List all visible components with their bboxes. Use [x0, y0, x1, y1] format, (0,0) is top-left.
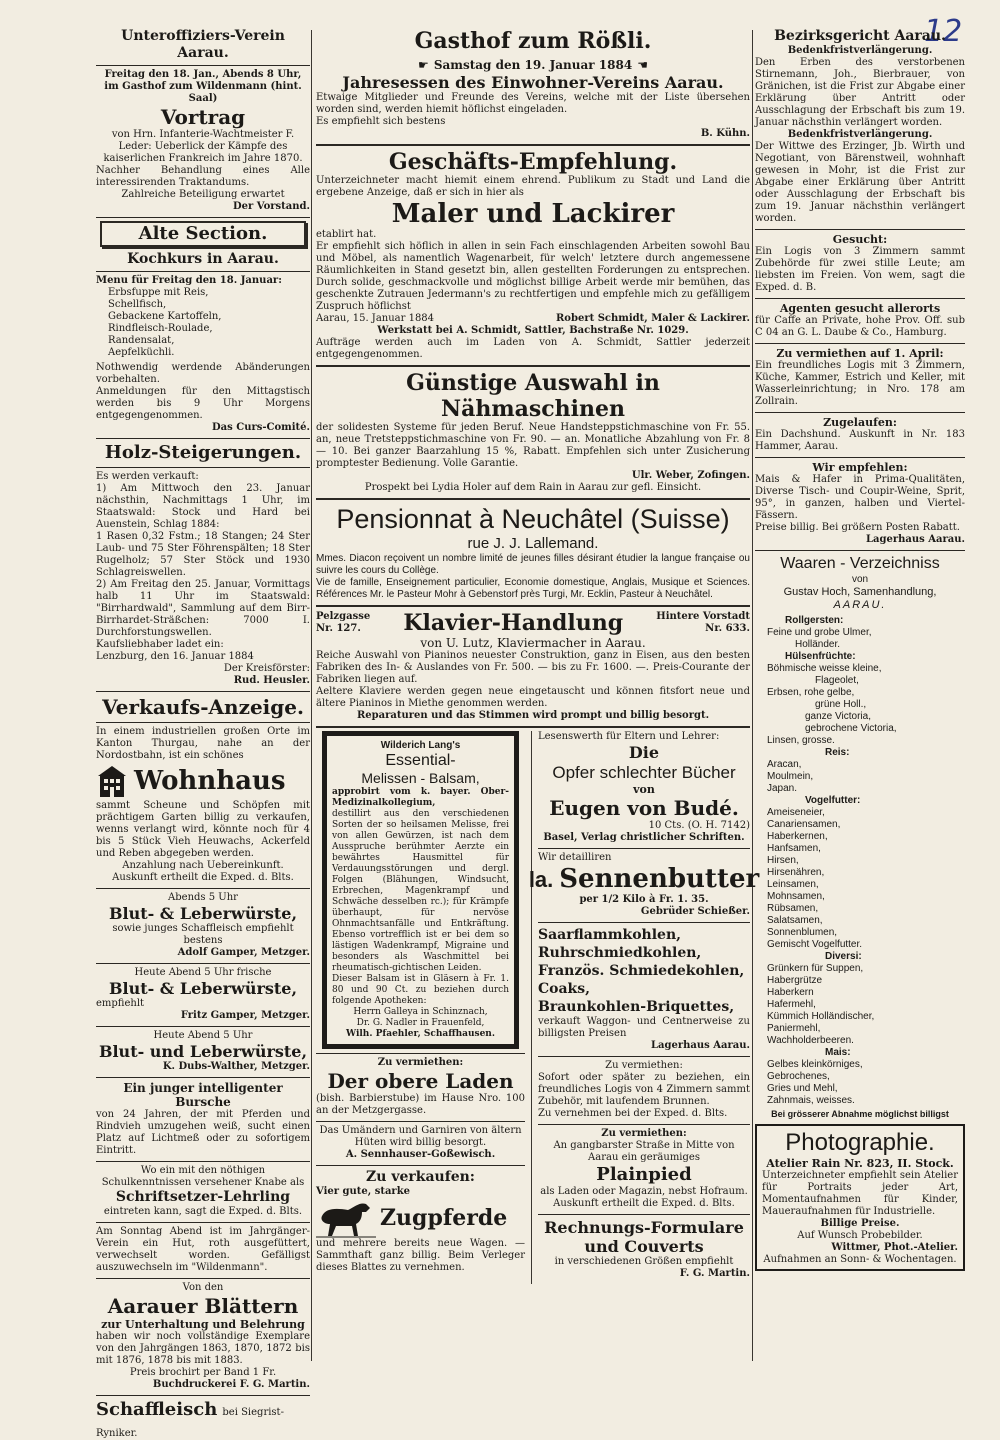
list-item: Böhmische weisse kleine, [767, 663, 882, 674]
ad-text: Preise billig. Bei größern Posten Rabatt. [755, 522, 960, 533]
list-item: Gelbes kleinkörniges, [767, 1059, 863, 1070]
date-row [316, 54, 750, 73]
ad-holz-steigerungen [96, 442, 310, 687]
sign-row [316, 313, 750, 325]
ad-zugelaufen [755, 416, 965, 453]
ad-title: Holz-Steigerungen. [104, 442, 302, 463]
ad-title: Gasthof zum Rößli. [414, 28, 652, 54]
ad-text: la. [528, 867, 554, 892]
ad-title: Bezirksgericht Aarau. [774, 28, 946, 44]
ad-photographie [755, 1124, 965, 1271]
list-item: Haberkern [767, 987, 814, 998]
ad-signature: Der Vorstand. [232, 201, 310, 212]
list-item: Hirsen, [767, 855, 799, 866]
ad-text: Nachher Behandlung eines Alle interessirenden Traktandums. [96, 165, 310, 188]
left-column [96, 28, 310, 1440]
menu-item: Schellfisch, [108, 299, 167, 310]
ad-text: AARAU. [833, 599, 887, 611]
ad-oberer-laden [316, 1057, 525, 1117]
ad-title: Unteroffiziers-Verein Aarau. [121, 28, 285, 61]
ad-signature: Gebrüder Schießer. [640, 906, 750, 917]
ad-text: Herrn Galleya in Schinznach, [353, 1007, 488, 1017]
ad-text: Werkstatt bei A. Schmidt, Sattler, Bachstraße Nr. 1029. [377, 325, 689, 336]
ad-schaffleisch [96, 1399, 310, 1440]
ad-text: destillirt aus den verschiedenen Sorten der so heilsamen Melisse, frei von allen Gewürzen, ist nach dem Ausspruche berühmter Aerzte ein bewährtes Hausmittel für Verdauungsstörungen und dergl. Folgen (Blähungen, Windsucht, Erbrechen, Magenkrampf und Schwäche desselben rc.); für Krämpfe überhaupt, für nervöse Ohnmachtsanfälle und Entkräftung. Ebenso vortrefflich ist er bei dem so lästigen Wadenkrampf, Migraine und besonders als Waschmittel bei rheumatisch-gichtischen Leiden. [332, 809, 510, 973]
ad-text: Das Umändern und Garniren von ältern Hüten wird billig besorgt. [319, 1125, 522, 1148]
ad-title: Verkaufs-Anzeige. [102, 695, 304, 719]
ad-text: im Gasthof zum Wildenmann (hint. Saal) [104, 81, 302, 104]
section-heading: Hülsenfrüchte: [785, 651, 856, 662]
ad-text: Freitag den 18. Jan., Abends 8 Uhr, [104, 69, 302, 80]
ad-text: der solidesten Systeme für jeden Beruf. Neue Handsteppstichmaschine von Fr. 55. an, neue Tretsteppstichmaschine von Fr. 90. — an. Monatliche Abzahlung von Fr. 8 — 10. Bei ganzer Baarzahlung 15 %, Rabatt. Empfehlen sich unter Zusicherung promptester Bedienung. Volle Garantie. [316, 422, 750, 469]
ad-text: von [633, 783, 655, 796]
ad-headline: rue J. J. Lallemand. [467, 535, 599, 552]
ad-text: Reparaturen und das Stimmen wird prompt und billig besorgt. [356, 710, 710, 721]
ad-headline: Eugen von Budé. [549, 796, 739, 820]
ad-text: Billige Preise. [820, 1218, 900, 1229]
ad-verkaufs-anzeige [96, 695, 310, 884]
list-item: Sonnenblumen, [767, 927, 838, 938]
ad-text: Anmeldungen für den Mittagstisch werden bis 9 Uhr Morgens entgegengenommen. [96, 386, 310, 421]
ad-title: Photographie. [785, 1129, 935, 1156]
ad-unteroffiziers-verein [96, 28, 310, 213]
ad-wuerste-2 [96, 967, 310, 1022]
ad-text: Ein Dachshund. Auskunft in Nr. 183 Hammer, Aarau. [755, 429, 965, 452]
ad-text: Basel, Verlag christlicher Schriften. [543, 832, 745, 843]
ad-text: Nr. 633. [705, 623, 750, 634]
ad-wuerste-1 [96, 892, 310, 959]
ad-text: Von den [182, 1282, 224, 1293]
ad-text: Zu vernehmen bei der Exped. d. Blts. [538, 1108, 728, 1119]
ad-headline: Blut- und Leberwürste, [98, 1042, 308, 1061]
ad-headline: Ein junger intelligenter Bursche [123, 1081, 283, 1109]
list-item: Feine und grobe Ulmer, [767, 627, 872, 638]
ad-zugpferde [316, 1169, 525, 1274]
ad-text: Heute Abend 5 Uhr frische [134, 967, 272, 978]
section-heading: Rollgersten: [785, 615, 844, 626]
list-item: gebrochene Victoria, [805, 723, 897, 734]
ad-gasthof-roessli [316, 28, 750, 140]
ad-text: Ein Logis von 3 Zimmern sammt Zubehörde für zwei stille Leute; am liebsten im Freien. Von wem, sagt die Exped. d. B. [755, 246, 965, 293]
ad-wir-empfehlen [755, 461, 965, 546]
pointing-hand-icon: ☛ [417, 58, 429, 72]
ad-text: Vier gute, starke [316, 1186, 410, 1197]
ad-text: Unterzeichneter macht hiemit einem ehrend. Publikum zu Stadt und Land die ergebene Anzeige, daß er sich in hier als [316, 175, 750, 198]
list-item: Moulmein, [767, 771, 814, 782]
coal-item: Saarflammkohlen, [538, 927, 682, 943]
ad-text: Zu vermiethen: [601, 1128, 687, 1139]
ad-title: Alte Section. [100, 221, 306, 247]
ad-headline: Rechnungs-Formulare [544, 1218, 744, 1237]
right-column [755, 28, 965, 1271]
ad-text: Aufträge werden auch im Laden von A. Schmidt, Sattler jederzeit entgegengenommen. [316, 337, 750, 360]
ad-text: Samstag den 19. Januar 1884 [433, 58, 633, 72]
ad-text: Preis brochirt per Band 1 Fr. [129, 1367, 277, 1378]
ad-headline: Atelier Rain Nr. 823, II. Stock. [766, 1157, 954, 1170]
ad-title: Melissen - Balsam, [361, 770, 480, 786]
ad-hueten [316, 1125, 525, 1161]
list-item: Hafermehl, [767, 999, 816, 1010]
list-item: Gries und Mehl, [767, 1083, 838, 1094]
ad-text: Gustav Hoch, Samenhandlung, [783, 586, 937, 598]
ad-bezirksgericht [755, 28, 965, 225]
ad-signature: Adolf Gamper, Metzger. [177, 947, 310, 958]
ad-title: Opfer schlechter Bücher [552, 763, 736, 782]
ad-text: haben wir noch vollständige Exemplare von den Jahrgängen 1863, 1870, 1872 bis mit 1876, 1878 bis mit 1883. [96, 1331, 310, 1366]
ad-text: 1 Rasen 0,32 Fstm.; 18 Stangen; 24 Ster Laub- und 75 Ster Föhrenspälten; 18 Ster Rugelholz; 57 Ster Stöck und 1930 Schlagreiswellen. [96, 531, 310, 578]
ad-text: Unterzeichneter empfiehlt sein Atelier für Portraits jeder Art, Momentaufnahmen für Kinder, Maueraufnahmen für Industrielle. [762, 1170, 958, 1217]
column-rule [752, 30, 753, 1361]
ad-text: als Laden oder Magazin, nebst Hofraum. Auskunft ertheilt die Exped. d. Blts. [540, 1186, 748, 1209]
ad-headline: Die [628, 743, 660, 762]
ad-text: bei Siegrist-Ryniker. [96, 1407, 284, 1439]
ad-text: Kaufsliebhaber ladet ein: [96, 639, 224, 650]
ad-title: Zu vermiethen auf 1. April: [776, 347, 944, 360]
ad-text: Wilh. Pfaehler, Schaffhausen. [346, 1029, 495, 1039]
house-row [96, 764, 310, 798]
klavier-header [316, 610, 750, 636]
list-item: Canariensamen, [767, 819, 841, 830]
ad-bursche [96, 1081, 310, 1157]
ad-title: Günstige Auswahl in Nähmaschinen [406, 370, 660, 422]
ad-text: Es werden verkauft: [96, 471, 199, 482]
ad-text: Ein freundliches Logis mit 3 Zimmern, Küche, Kammer, Estrich und Keller, mit Wasserleinrichtung; in Nro. 178 am Zollrain. [755, 360, 965, 407]
menu-item: Aepfelküchli. [108, 347, 175, 358]
ad-text: Nr. 127. [316, 623, 361, 634]
ad-signature: Wittmer, Phot.-Atelier. [831, 1242, 958, 1253]
house-icon [96, 764, 128, 798]
list-item: Grünkern für Suppen, [767, 963, 864, 974]
ad-text: An gangbarster Straße in Mitte von Aarau ein geräumiges [553, 1140, 735, 1163]
ad-text: Nothwendig werdende Abänderungen vorbehalten. [96, 362, 310, 385]
coal-item: Coaks, [538, 981, 591, 997]
ad-signature: B. Kühn. [700, 128, 750, 139]
list-item: grüne Holl., [815, 699, 867, 710]
ad-title: Zu verkaufen: [366, 1169, 475, 1185]
ad-signature: Fritz Gamper, Metzger. [180, 1010, 310, 1021]
ad-text: Wilderich Lang's [380, 740, 461, 751]
ad-text: Dieser Balsam ist in Gläsern à Fr. 1. 80 und 90 Ct. zu beziehen durch folgende Apotheken: [332, 974, 510, 1006]
ad-signature: Das Curs-Comité. [211, 422, 310, 433]
ad-text: Es empfiehlt sich bestens [316, 116, 446, 127]
ad-alte-section [96, 221, 310, 434]
ad-text: und mehrere bereits neue Wagen. — Sammthaft ganz billig. Beim Verleger dieses Blattes zu vernehmen. [316, 1238, 526, 1273]
ad-title: Zugelaufen: [823, 416, 897, 429]
menu-item: Randensalat, [108, 335, 175, 346]
ad-title: Waaren - Verzeichniss [780, 555, 940, 572]
ad-geschaefts-empfehlung [316, 149, 750, 361]
ad-text: 10 Cts. (O. H. 7142) [648, 820, 750, 831]
ad-text: Auf Wunsch Probebilder. [797, 1230, 923, 1241]
list-item: Zahnmais, weisses. [767, 1095, 855, 1106]
ad-text: Menu für Freitag den 18. Januar: [96, 275, 282, 286]
column-rule [311, 30, 312, 1361]
ad-wuerste-3 [96, 1030, 310, 1073]
ad-text: Wir detailliren [538, 852, 612, 863]
list-item: Wachholderbeeren. [767, 1035, 854, 1046]
list-item: Flageolet, [815, 675, 859, 686]
ad-text: Der Wittwe des Erzinger, Jb. Wirth und Negotiant, von Bärenstweil, wohnhaft gewesen in Mohr, ist die Frist zur Abgabe einer Erklärung über Antritt oder Ausschlagung der Erbschaft bis zum 19. Januar nächsthin verlängert worden. [755, 141, 965, 224]
section-heading: Reis: [825, 747, 850, 758]
butter-row [528, 864, 760, 894]
list-item: Erbsen, rohe gelbe, [767, 687, 855, 698]
ad-text: verkauft Waggon- und Centnerweise zu billigsten Preisen [538, 1016, 750, 1039]
ad-text: Hintere Vorstadt [656, 611, 750, 622]
ad-text: Er empfiehlt sich höflich in allen in sein Fach einschlagenden Arbeiten sowohl Bau und Möbel, als namentlich Wagenarbeit, für welch' letztere durch angemessene Räumlichkeiten in Stand gesetzt bin, allen gestellten Forderungen zu entsprechen. Durch solide, geschmackvolle und möglichst billige Arbeit werde mir bemühen, das geschenkte Zutrauen Jedermann's zu rechtfertigen und empfehle mich zu gefälligem Zuspruch höflichst [316, 241, 750, 312]
ad-headline: Blut- & Leberwürste, [108, 904, 298, 923]
ad-headline: Schriftsetzer-Lehrling [115, 1189, 291, 1205]
ad-aarauer-blaetter [96, 1282, 310, 1391]
ad-text: in verschiedenen Größen empfiehlt [554, 1256, 734, 1267]
menu-item: Rindfleisch-Roulade, [108, 323, 213, 334]
ad-plainpied [538, 1128, 750, 1210]
ad-rechnungs-formulare [538, 1218, 750, 1280]
ad-text: von Hrn. Infanterie-Wachtmeister F. Leder: Ueberlick der Kämpfe des kaiserlichen Frankreich im Jahre 1870. [103, 129, 303, 164]
ad-text: Wo ein mit den nöthigen Schulkenntnissen versehener Knabe als [101, 1165, 305, 1188]
ad-text: eintreten kann, sagt die Exped. d. Blts. [103, 1206, 303, 1217]
ad-signature: Buchdruckerei F. G. Martin. [152, 1379, 310, 1390]
ad-headline: Plainpied [596, 1164, 692, 1185]
ad-text: Lenzburg, den 16. Januar 1884 [96, 651, 254, 662]
horse-icon [316, 1198, 376, 1238]
coal-item: Französ. Schmiedekohlen, [538, 963, 745, 979]
ad-signature: Lagerhaus Aarau. [865, 534, 965, 545]
ad-signature: Der Kreisförster: [223, 663, 310, 674]
ad-headline: Zugpferde [380, 1205, 508, 1231]
list-item: Paniermehl, [767, 1023, 821, 1034]
list-item: Habergrütze [767, 975, 823, 986]
ad-title: Pensionnat à Neuchâtel (Suisse) [336, 504, 730, 534]
ad-text: per 1/2 Kilo à Fr. 1. 35. [579, 894, 709, 905]
ad-text: Mmes. Diacon reçoivent un nombre limité de jeunes filles désirant étudier la langue française ou suivre les cours du Collège. [316, 553, 750, 576]
ad-signature: Robert Schmidt, Maler & Lackirer. [556, 313, 750, 324]
ad-text: zur Unterhaltung und Belehrung [101, 1318, 305, 1331]
middle-column [316, 28, 760, 1284]
list-item: Gemischt Vogelfutter. [767, 939, 863, 950]
ad-logis [538, 1060, 750, 1120]
ad-title: Gesucht: [832, 233, 888, 246]
ad-text: sowie junges Schaffleisch empfiehlt bestens [112, 923, 294, 946]
mid-lower-split [316, 731, 760, 1284]
ad-headline: Jahresessen des Einwohner-Vereins Aarau. [342, 73, 724, 92]
ad-text: In einem industriellen großen Orte im Kanton Thurgau, nahe an der Nordostbahn, ist ein schönes [96, 726, 310, 761]
ad-text: Vie de famille, Enseignement particulier, Economie domestique, Anglais, Musique et Sciences. Références Mr. le Pasteur Mohr à Gebenstorf près Turgi, Mr. Ecklin, Pasteur à Neuchâtel. [316, 577, 750, 600]
list-item: Leinsamen, [767, 879, 819, 890]
ad-headline: Bedenkfristverlängerung. [787, 45, 933, 56]
ad-title: Wir empfehlen: [812, 461, 908, 474]
ad-headline: Der obere Laden [327, 1069, 514, 1093]
list-item: Haberkernen, [767, 831, 828, 842]
ad-gesucht [755, 233, 965, 294]
ad-text: Prospekt bei Lydia Holer auf dem Rain in Aarau zur gefl. Einsicht. [364, 482, 702, 493]
pointing-hand-icon: ☚ [637, 58, 649, 72]
ad-schriftsetzer [96, 1165, 310, 1218]
menu-item: Erbsfuppe mit Reis, [108, 287, 209, 298]
ad-text: Aufnahmen an Sonn- & Wochentagen. [763, 1254, 957, 1265]
ad-title: Klavier-Handlung [403, 610, 624, 636]
ad-text: Dr. G. Nadler in Frauenfeld, [356, 1018, 485, 1028]
ad-headline: Schaffleisch [96, 1399, 218, 1420]
list-item: Holländer. [795, 639, 841, 650]
list-item: Mohnsamen, [767, 891, 825, 902]
list-item: Ameiseneier, [767, 807, 825, 818]
ad-text: (bish. Barbierstube) im Hause Nro. 100 an der Metzgergasse. [316, 1093, 526, 1116]
ad-headline: Kochkurs in Aarau. [127, 251, 279, 267]
ad-headline: Maler und Lackirer [391, 199, 675, 229]
ad-text: Anzahlung nach Uebereinkunft. [122, 860, 284, 871]
ad-agenten [755, 302, 965, 339]
ad-headline: Vortrag [160, 105, 246, 129]
ad-text: Sofort oder später zu beziehen, ein freundliches Logis von 4 Zimmern sammt Zubehör, mit laufendem Brunnen. [538, 1072, 750, 1107]
ad-text: Auskunft ertheilt die Exped. d. Blts. [112, 872, 294, 883]
ad-title: Agenten gesucht allerorts [779, 302, 941, 315]
ad-text: 2) Am Freitag den 25. Januar, Vormittags halb 11 Uhr im Staatswald: "Birrhardwald", Sammlung auf dem Birr-Birrhardet-Sträßchen: 7000 I. Durchforstungswellen. [96, 579, 310, 638]
page-number: 12 [924, 14, 963, 49]
coal-item: Braunkohlen-Briquettes, [538, 999, 735, 1015]
section-heading: Vogelfutter: [805, 795, 861, 806]
ad-text: Pelzgasse [316, 611, 371, 622]
list-item: Hirsenähren, [767, 867, 825, 878]
list-item: Salatsamen, [767, 915, 823, 926]
ad-text: Zahlreiche Beteiligung erwartet [121, 189, 285, 200]
list-item: Hanfsamen, [767, 843, 821, 854]
ad-opfer-buecher [538, 731, 750, 844]
ad-text: empfiehlt [96, 998, 145, 1009]
ad-signature: A. Sennhauser-Goßewisch. [345, 1149, 496, 1160]
ad-text: von 24 Jahren, der mit Pferden und Rindvieh umzugehen weiß, sucht einen Platz auf Lichtmeß oder zu sofortigem Eintritt. [96, 1109, 310, 1156]
ad-text: Lesenswerth für Eltern und Lehrer: [538, 731, 720, 742]
ad-text: Zu vermiethen: [377, 1057, 464, 1068]
list-item: Japan. [767, 783, 798, 794]
ad-text: Heute Abend 5 Uhr [153, 1030, 253, 1041]
ad-text: approbirt vom k. bayer. Ober-Medizinalkollegium, [332, 787, 510, 808]
ad-text: Reiche Auswahl von Pianinos neuester Construktion, ganz in Eisen, aus den besten Fabriken des In- & Auslandes von Fr. 500. — bis zu Fr. 1600. —. Preis-Courante der Fabriken liegen auf. [316, 650, 750, 685]
ad-text: Etwaige Mitglieder und Freunde des Vereins, welche mit der Liste übersehen worden sind, werden hiemit höflichst eingeladen. [316, 92, 750, 115]
ad-hut [96, 1226, 310, 1274]
ad-vermiethen-april [755, 347, 965, 408]
ad-text: etablirt hat. [316, 229, 377, 240]
ad-headline: Bedenkfristverlängerung. [787, 129, 933, 140]
ad-melissen-balsam [322, 731, 519, 1049]
ad-klavier-handlung [316, 610, 750, 722]
ad-text: Zu vermiethen: [605, 1060, 683, 1071]
list-item: Rübsamen, [767, 903, 819, 914]
ad-headline: Wohnhaus [134, 766, 286, 796]
mid-right-subcolumn [528, 731, 760, 1284]
ad-kohlen [538, 926, 750, 1052]
ad-pensionnat [316, 503, 750, 601]
list-item: Kümmich Holländischer, [767, 1011, 875, 1022]
ad-sennenbutter [528, 852, 760, 918]
ad-headline: Sennenbutter [559, 864, 760, 894]
ad-title: Essential- [385, 752, 456, 769]
ad-text: Abends 5 Uhr [168, 892, 238, 903]
ad-text: Mais & Hafer in Prima-Qualitäten, Diverse Tisch- und Coupir-Weine, Sprit, 95°, in ganzen, halben und Viertel-Fässern. [755, 474, 965, 521]
section-heading: Diversi: [825, 951, 862, 962]
ad-text: Bei grösserer Abnahme möglichst billigst [771, 1109, 949, 1119]
ad-signature: Ulr. Weber, Zofingen. [631, 470, 750, 481]
horse-row [316, 1198, 525, 1238]
ad-text: 1) Am Mittwoch den 23. Januar nächsthin, Nachmittags 1 Uhr, im Staatswald: Stock und Hard bei Auenstein, Schlag 1884: [96, 483, 310, 530]
list-item: Gebrochenes, [767, 1071, 830, 1082]
column-rule [531, 731, 532, 1284]
ad-headline: und Couverts [584, 1237, 704, 1256]
ad-naehmaschinen [316, 370, 750, 494]
ad-signature: Lagerhaus Aarau. [650, 1040, 750, 1051]
ad-signature: Rud. Heusler. [233, 675, 310, 686]
ad-text: Den Erben des verstorbenen Stirnemann, Joh., Bierbrauer, von Gränichen, ist die Frist zur Abgabe einer Erklärung über Antritt oder Ausschlagung der Erbschaft bis zum 19. Januar nächsthin verlängert worden. [755, 57, 965, 128]
mid-left-subcolumn [316, 731, 525, 1284]
section-heading: Mais: [825, 1047, 851, 1058]
ad-title: Geschäfts-Empfehlung. [388, 149, 678, 175]
ad-headline: Aarauer Blättern [107, 1294, 299, 1318]
ad-text: Aeltere Klaviere werden gegen neue eingetauscht und können fitsfort neue und ältere Pianinos in Miethe genommen werden. [316, 686, 750, 709]
ad-signature: K. Dubs-Walther, Metzger. [162, 1061, 310, 1072]
ad-text: sammt Scheune und Schöpfen mit prächtigem Garten billig zu verkaufen, wenns verlangt wird, könnte noch für 4 bis 5 Stück Vieh Heuwachs, Ackerfeld und Reben abgegeben werden. [96, 800, 310, 859]
list-item: ganze Victoria, [805, 711, 871, 722]
ad-headline: Blut- & Leberwürste, [108, 979, 298, 998]
ad-text: von [851, 574, 869, 585]
ad-signature: F. G. Martin. [679, 1268, 750, 1279]
coal-item: Ruhrschmiedkohlen, [538, 945, 702, 961]
list-item: Linsen, grosse. [767, 735, 835, 746]
list-item: Aracan, [767, 759, 802, 770]
ad-text: für Caffe an Private, hohe Prov. Off. sub C 04 an G. L. Daube & Co., Hamburg. [755, 315, 965, 338]
ad-text: Aarau, 15. Januar 1884 [316, 313, 435, 324]
menu-item: Gebackene Kartoffeln, [108, 311, 222, 322]
ad-headline: von U. Lutz, Klaviermacher in Aarau. [420, 636, 646, 650]
ad-text: Am Sonntag Abend ist im Jahrgänger-Verein ein Hut, roth ausgefüttert, verwechselt worden. Gefälligst auszuwechseln im "Wildenmann". [96, 1226, 310, 1273]
ad-waaren-verzeichniss [755, 554, 965, 1120]
